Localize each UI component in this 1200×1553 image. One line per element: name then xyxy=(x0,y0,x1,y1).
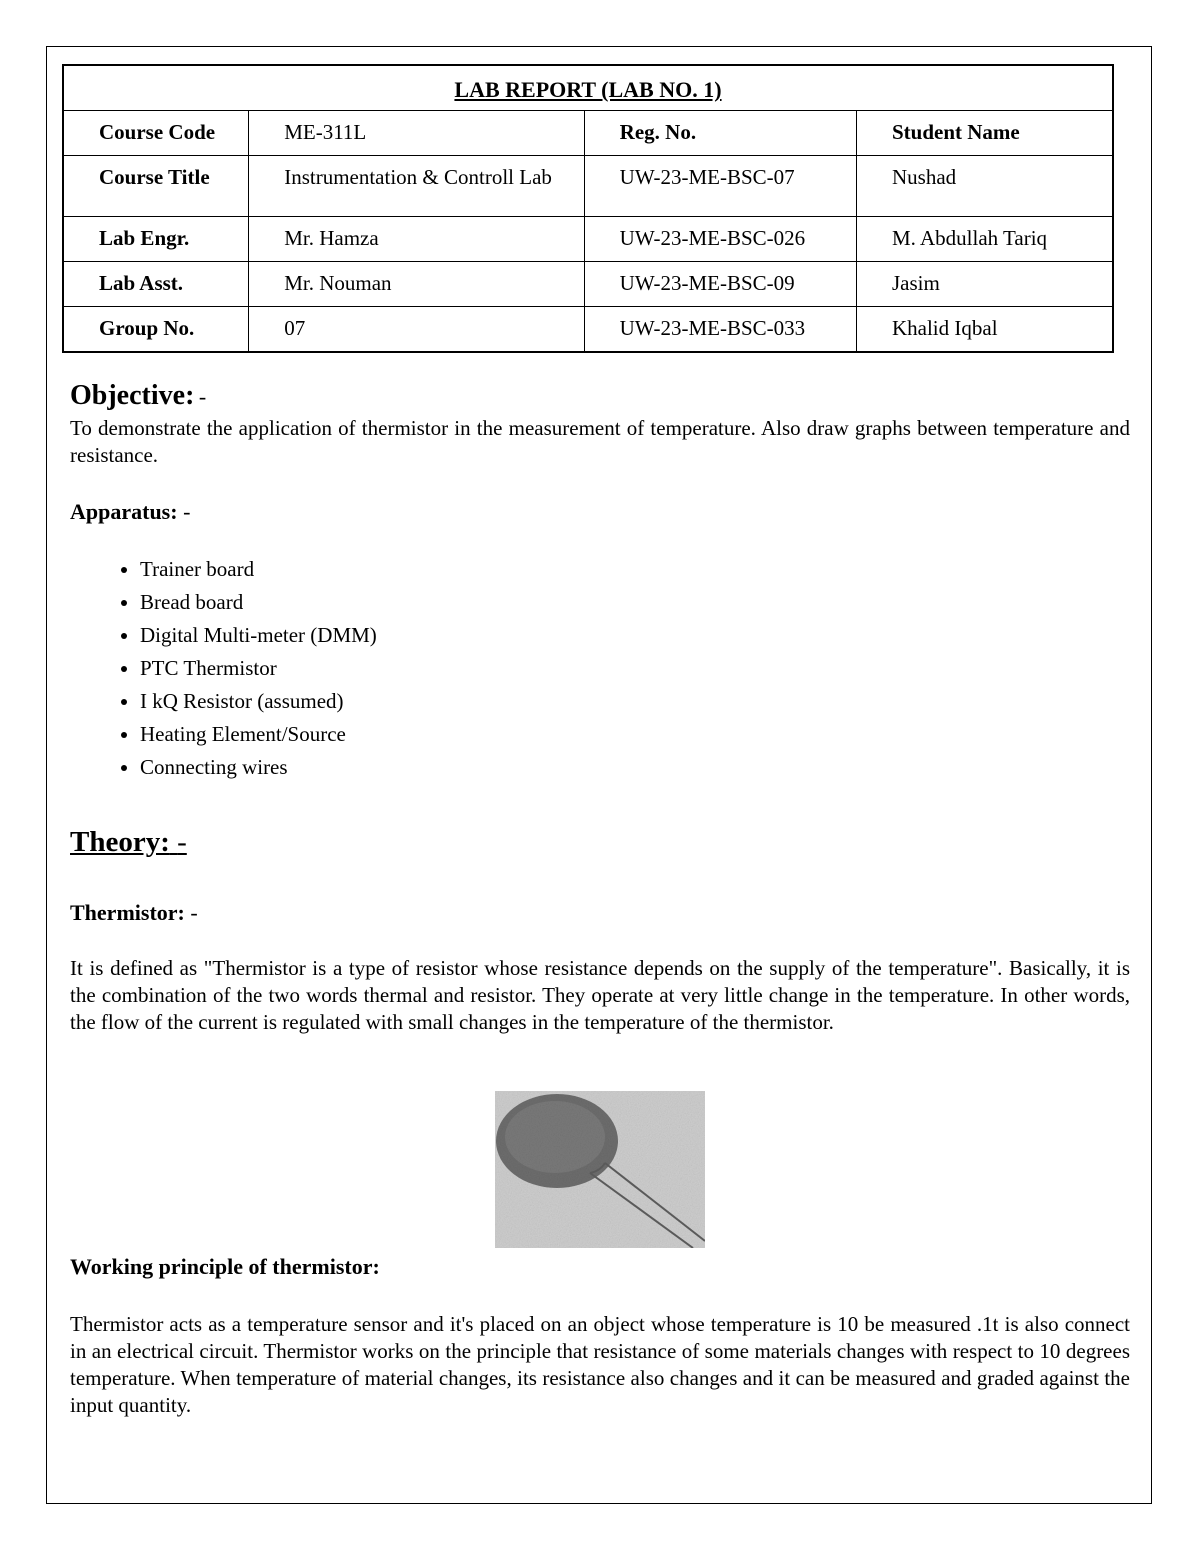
group-no-value: 07 xyxy=(249,307,584,352)
table-row xyxy=(63,217,1113,262)
theory-heading xyxy=(70,826,187,859)
thermistor-photo xyxy=(495,1091,705,1248)
lab-asst-value: Mr. Nouman xyxy=(249,262,584,307)
lab-asst-label: Lab Asst. xyxy=(63,262,249,307)
apparatus-list xyxy=(70,553,377,784)
list-item: • PTC Thermistor xyxy=(140,652,377,685)
student-name-cell: M. Abdullah Tariq xyxy=(856,217,1113,262)
list-item: • Digital Multi-meter (DMM) xyxy=(140,619,377,652)
theory-heading-text: Theory: xyxy=(70,826,170,858)
thermistor-heading-text: Thermistor: xyxy=(70,900,185,925)
lab-engr-label: Lab Engr. xyxy=(63,217,249,262)
thermistor-heading-dash: - xyxy=(190,900,198,925)
table-row xyxy=(63,156,1113,217)
apparatus-heading xyxy=(70,499,190,525)
table-row xyxy=(63,307,1113,352)
table-row xyxy=(63,262,1113,307)
list-item: • I kQ Resistor (assumed) xyxy=(140,685,377,718)
course-code-value: ME-311L xyxy=(249,111,584,156)
apparatus-heading-dash: - xyxy=(183,499,191,524)
reg-no-header: Reg. No. xyxy=(584,111,856,156)
thermistor-definition-text: It is defined as "Thermistor is a type of resistor whose resistance depends on the supply of the temperature". Basically, it is the combination of the two words thermal and resistor. They operate at very little change in the temperature. In other words, the flow of the current is regulated with small changes in the temperature of the thermistor. xyxy=(70,956,1130,1034)
student-name-cell: Nushad xyxy=(856,156,1113,217)
thermistor-heading xyxy=(70,900,198,926)
working-principle-heading: Working principle of thermistor: xyxy=(70,1254,380,1279)
lab-engr-value: Mr. Hamza xyxy=(249,217,584,262)
title-row xyxy=(63,65,1113,111)
reg-no-cell: UW-23-ME-BSC-09 xyxy=(584,262,856,307)
course-title-value: Instrumentation & Controll Lab xyxy=(249,156,584,217)
student-name-header: Student Name xyxy=(856,111,1113,156)
list-item: • Connecting wires xyxy=(140,751,377,784)
working-principle-text: Thermistor acts as a temperature sensor and it's placed on an object whose temperature is 10 be measured .1t is also connect in an electrical circuit. Thermistor works on the principle that resistance of some materials changes with respect to 10 degrees temperature. When temperature of material changes, its resistance also changes and it can be measured and graded against the input quantity. xyxy=(70,1312,1130,1417)
objective-text: To demonstrate the application of thermistor in the measurement of temperature. Also draw graphs between temperature and resistance. xyxy=(70,416,1130,467)
course-title-label: Course Title xyxy=(63,156,249,217)
student-name-cell: Khalid Iqbal xyxy=(856,307,1113,352)
student-name-cell: Jasim xyxy=(856,262,1113,307)
apparatus-heading-text: Apparatus: xyxy=(70,499,178,524)
list-item: • Trainer board xyxy=(140,553,377,586)
theory-heading-dash: - xyxy=(177,826,187,858)
objective-heading xyxy=(70,380,206,412)
reg-no-cell: UW-23-ME-BSC-033 xyxy=(584,307,856,352)
lab-report-header-table xyxy=(62,64,1114,353)
report-title: LAB REPORT (LAB NO. 1) xyxy=(63,65,1113,111)
objective-heading-dash: - xyxy=(198,384,207,409)
objective-heading-text: Objective: xyxy=(70,380,195,411)
reg-no-cell: UW-23-ME-BSC-026 xyxy=(584,217,856,262)
group-no-label: Group No. xyxy=(63,307,249,352)
list-item: • Bread board xyxy=(140,586,377,619)
table-row xyxy=(63,111,1113,156)
course-code-label: Course Code xyxy=(63,111,249,156)
list-item: • Heating Element/Source xyxy=(140,718,377,751)
reg-no-cell: UW-23-ME-BSC-07 xyxy=(584,156,856,217)
